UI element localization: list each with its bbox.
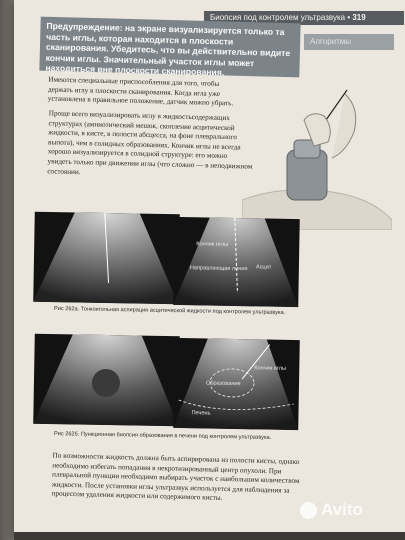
figure-b-caption: Рис 262б. Пункционная биопсия образования в печени под контролем ультразвука.: [53, 431, 272, 441]
warning-text: Предупреждение: на экране визуализируется только та часть иглы, которая находится в плоскости сканирования. Убедитесь, что вы действительно видите кончик иглы. Значительный участок иглы может находиться вне плоскости сканирования.: [45, 20, 291, 78]
running-title: Биопсия под контролем ультразвука: [210, 13, 346, 22]
ultrasound-image-a-left: [33, 212, 180, 305]
ultrasound-image-b-right: [173, 338, 300, 430]
running-header: Биопсия под контролем ультразвука • 319: [204, 11, 404, 25]
ultrasound-image-b-left: [33, 334, 180, 427]
warning-box: [39, 17, 300, 78]
paragraph-2: Проще всего визуализировать иглу в жидкостьсодержащих структурах (амниотический мешок, скопление асцитической жидкости, в кисте, в полости абсцесса, на фоне плеврального выпота), чем в солидных образованиях. Кончик иглы не всегда хорошо визуализируется в солидной структуре: его можно увидеть только при движении иглы (что сложно — в неподвижном состоянии.: [47, 109, 253, 176]
label-needle-tip-b: Кончик иглы: [254, 365, 287, 372]
book-page: [14, 0, 405, 540]
probe-illustration: [242, 80, 392, 230]
page-number: 319: [352, 13, 366, 22]
avito-logo-icon: [300, 502, 317, 519]
label-ascites: Асцит: [255, 264, 272, 271]
paragraph-3: По возможности жидкость должна быть аспирирована из полости кисты, однако необходимо избегать попадания в некротизированный центр опухоли. При плевральной пункции необходимо выбирать участок с наибольшим количеством жидкости. После установки иглы ультразвук используется для наблюдения за процессом удаления жидкости или содержимого кисты.: [51, 451, 300, 503]
label-mass: Образование: [205, 380, 241, 388]
avito-watermark: [300, 500, 363, 520]
figure-a-caption: Рис 262а. Тонкоигольная аспирация асцитической жидкости под контролем ультразвука.: [53, 305, 286, 317]
ultrasound-image-a-right: [173, 217, 300, 307]
label-needle-tip-a: Кончик иглы: [196, 241, 229, 248]
paragraph-1: Имеются специальные приспособления для того, чтобы держать иглу в плоскости сканирования. Когда игла уже установлена в правильное положение, датчик можно убрать.: [47, 75, 234, 108]
watermark-text: Avito: [321, 500, 363, 519]
margin-note: Алгоритмы: [304, 34, 394, 50]
label-liver: Печень: [191, 410, 211, 417]
label-guide-line: Направляющая линия: [189, 265, 248, 273]
table-edge: [14, 532, 405, 540]
